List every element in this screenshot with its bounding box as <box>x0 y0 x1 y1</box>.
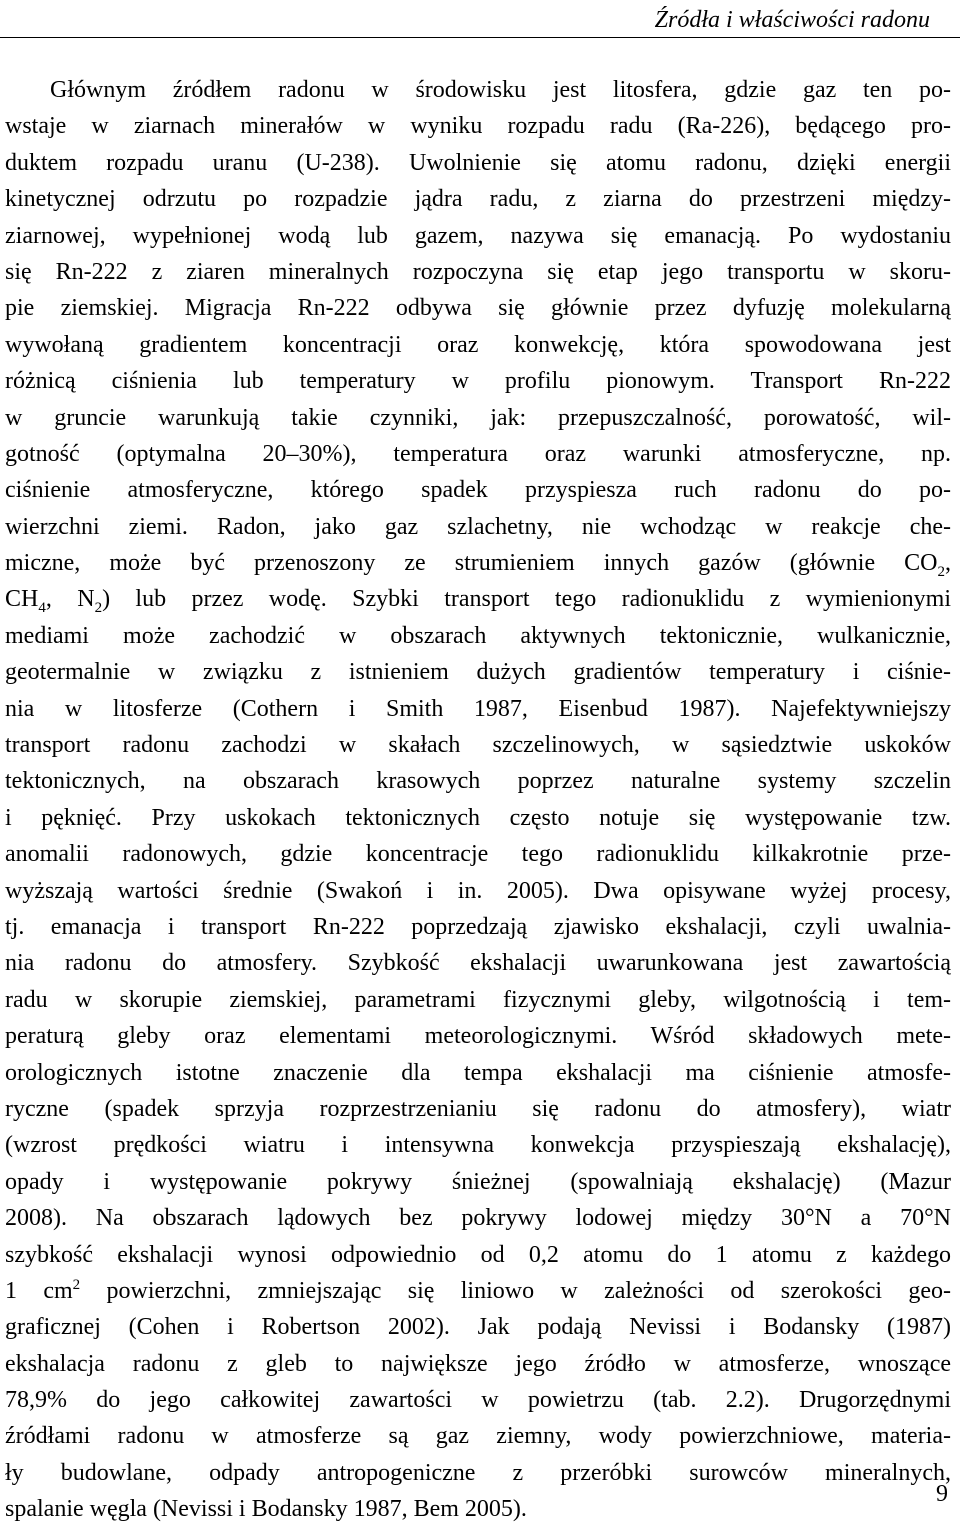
paragraph-line: spalanie węgla (Nevissi i Bodansky 1987, Bem 2005). <box>5 1496 527 1523</box>
paragraph-line: ciśnienie atmosferyczne, którego spadek przyspiesza ruch radonu do po- <box>5 477 951 504</box>
body-paragraph <box>5 72 951 1528</box>
running-header <box>0 0 960 38</box>
paragraph-line: wstaje w ziarnach minerałów w wyniku rozpadu radu (Ra-226), będącego pro- <box>5 113 951 140</box>
paragraph-line: mediami może zachodzić w obszarach aktywnych tektonicznie, wulkanicznie, <box>5 622 951 649</box>
paragraph-line: wywołaną gradientem koncentracji oraz konwekcję, która spowodowana jest <box>5 331 951 358</box>
paragraph-line: tj. emanacja i transport Rn-222 poprzedzają zjawisko ekshalacji, czyli uwalnia- <box>5 913 951 940</box>
paragraph-line: 1 $cm^2$ powierzchni, zmniejszając się liniowo w zależności od szerokości geo- <box>5 1276 951 1304</box>
paragraph-line: ziarnowej, wypełnionej wodą lub gazem, nazywa się emanacją. Po wydostaniu <box>5 222 951 249</box>
paragraph-line: miczne, może być przenoszony ze strumieniem innych gazów (głównie $CO_2$, <box>5 550 951 580</box>
paragraph-line: (wzrost prędkości wiatru i intensywna konwekcja przyspieszają ekshalację), <box>5 1132 951 1159</box>
paragraph-line: pie ziemskiej. Migracja Rn-222 odbywa się głównie przez dyfuzję molekularną <box>5 295 951 322</box>
paragraph-line: wierzchni ziemi. Radon, jako gaz szlachetny, nie wchodząc w reakcje che- <box>5 513 951 540</box>
paragraph-line: opady i występowanie pokrywy śnieżnej (spowalniają ekshalację) (Mazur <box>5 1168 951 1195</box>
paragraph-line: się Rn-222 z ziaren mineralnych rozpoczyna się etap jego transportu w skoru- <box>5 258 951 285</box>
paragraph-line: gotność (optymalna 20–30%), temperatura oraz warunki atmosferyczne, np. <box>5 440 951 467</box>
paragraph-line: ły budowlane, odpady antropogeniczne z przeróbki surowców mineralnych, <box>5 1459 951 1486</box>
paragraph-line: $CH_4$, $N_2$) lub przez wodę. Szybki transport tego radionuklidu z wymienionymi <box>5 586 951 617</box>
paragraph-line: źródłami radonu w atmosferze są gaz ziemny, wody powierzchniowe, materia- <box>5 1423 951 1450</box>
paragraph-line: Głównym źródłem radonu w środowisku jest litosfera, gdzie gaz ten po- <box>50 77 951 103</box>
paragraph-line: w gruncie warunkują takie czynniki, jak: przepuszczalność, porowatość, wil- <box>5 404 951 431</box>
paragraph-line: ekshalacja radonu z gleb to największe jego źródło w atmosferze, wnoszące <box>5 1350 951 1377</box>
paragraph-line: 2008). Na obszarach lądowych bez pokrywy lodowej między 30°N a 70°N <box>5 1205 951 1232</box>
paragraph-line: transport radonu zachodzi w skałach szczelinowych, w sąsiedztwie uskoków <box>5 732 951 759</box>
header-rule <box>0 37 960 38</box>
paragraph-line: wyższają wartości średnie (Swakoń i in. 2005). Dwa opisywane wyżej procesy, <box>5 877 951 904</box>
paragraph-line: orologicznych istotne znaczenie dla tempa ekshalacji ma ciśnienie atmosfe- <box>5 1059 951 1086</box>
paragraph-line: 78,9% do jego całkowitej zawartości w powietrzu (tab. 2.2). Drugorzędnymi <box>5 1387 951 1414</box>
page-number: 9 <box>936 1481 948 1507</box>
paragraph-line: nia radonu do atmosfery. Szybkość ekshalacji uwarunkowana jest zawartością <box>5 950 951 977</box>
paragraph-line: i pęknięć. Przy uskokach tektonicznych często notuje się występowanie tzw. <box>5 804 951 831</box>
paragraph-line: graficznej (Cohen i Robertson 2002). Jak podają Nevissi i Bodansky (1987) <box>5 1314 951 1341</box>
paragraph-line: anomalii radonowych, gdzie koncentracje tego radionuklidu kilkakrotnie prze- <box>5 841 951 868</box>
paragraph-line: geotermalnie w związku z istnieniem dużych gradientów temperatury i ciśnie- <box>5 659 951 686</box>
paragraph-line: kinetycznej odrzutu po rozpadzie jądra radu, z ziarna do przestrzeni między- <box>5 186 951 213</box>
paragraph-line: radu w skorupie ziemskiej, parametrami fizycznymi gleby, wilgotnością i tem- <box>5 986 951 1013</box>
paragraph-line: różnicą ciśnienia lub temperatury w profilu pionowym. Transport Rn-222 <box>5 368 951 395</box>
paragraph-line: tektonicznych, na obszarach krasowych poprzez naturalne systemy szczelin <box>5 768 951 795</box>
paragraph-line: nia w litosferze (Cothern i Smith 1987, Eisenbud 1987). Najefektywniejszy <box>5 695 951 722</box>
paragraph-line: peraturą gleby oraz elementami meteorologicznymi. Wśród składowych mete- <box>5 1023 951 1050</box>
paragraph-line: szybkość ekshalacji wynosi odpowiednio od 0,2 atomu do 1 atomu z każdego <box>5 1241 951 1268</box>
paragraph-line: duktem rozpadu uranu (U-238). Uwolnienie się atomu radonu, dzięki energii <box>5 149 951 176</box>
paragraph-line: ryczne (spadek sprzyja rozprzestrzenianiu się radonu do atmosfery), wiatr <box>5 1095 951 1122</box>
running-header-title: Źródła i właściwości radonu <box>654 7 930 33</box>
